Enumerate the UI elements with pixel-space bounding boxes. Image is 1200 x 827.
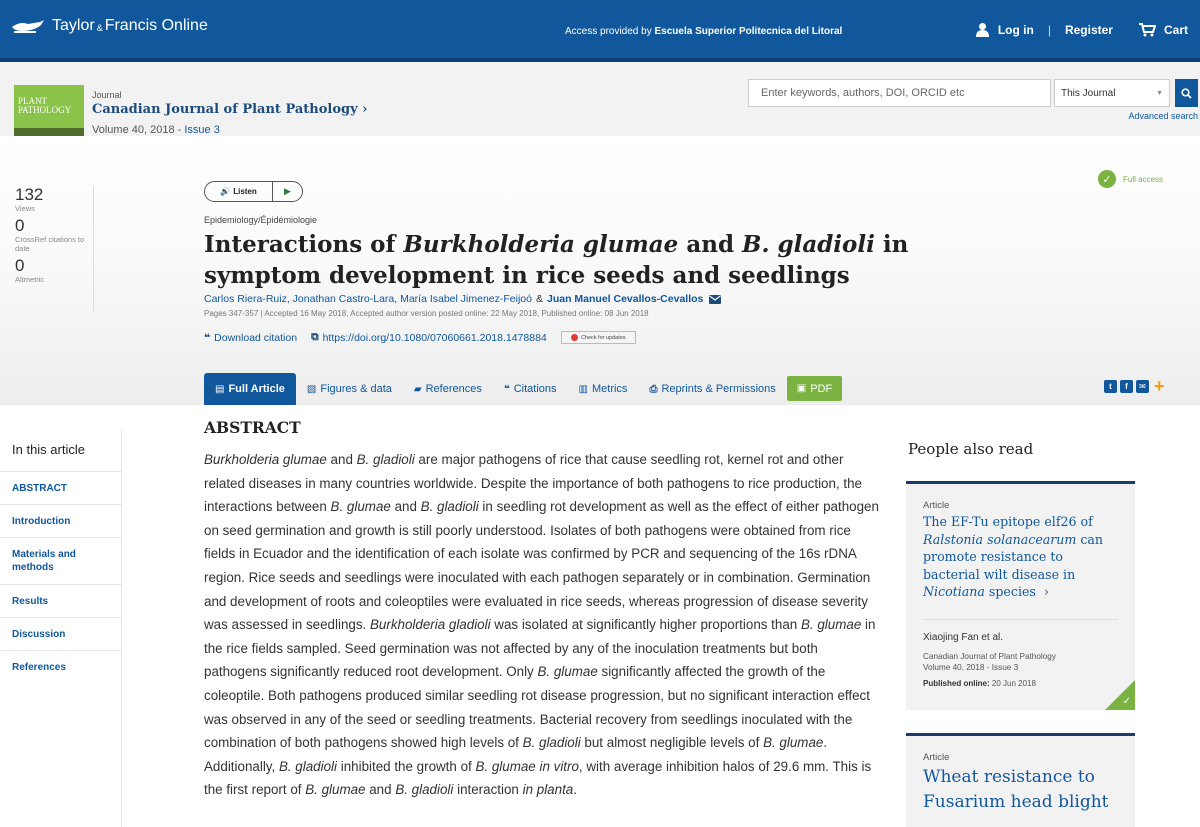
logo-ampersand: & (96, 23, 103, 33)
card-published (923, 679, 1118, 688)
article-metrics (15, 186, 93, 288)
issue-link[interactable]: Issue 3 (184, 124, 220, 136)
tab-metrics-label: Metrics (591, 383, 628, 395)
tab-metrics[interactable] (568, 373, 639, 405)
tab-reprints-label: Reprints & Permissions (661, 383, 776, 395)
listen-label: Listen (233, 187, 257, 196)
search-input[interactable]: Enter keywords, authors, DOI, ORCID etc (748, 79, 1051, 107)
journal-cover[interactable] (14, 85, 84, 136)
logo-text: Taylor (52, 17, 95, 34)
author-ampersand: & (535, 293, 543, 305)
cart-label: Cart (1163, 22, 1188, 37)
check-updates-label: Check for updates (580, 334, 626, 341)
people-also-read-heading: People also read (908, 440, 1034, 458)
views-count: 132 (15, 185, 44, 204)
pdf-label: PDF (810, 382, 833, 395)
published-label: Published online: (923, 678, 990, 688)
cart-link[interactable] (1139, 23, 1188, 37)
article-category: Epidemiology/Épidémiologie (204, 215, 318, 225)
search-icon (1181, 88, 1192, 99)
pdf-button[interactable] (787, 376, 842, 401)
altmetric-count: 0 (15, 256, 25, 275)
card-type: Article (923, 752, 950, 763)
lamp-icon (10, 18, 46, 34)
toc-item-abstract[interactable]: ABSTRACT (0, 471, 121, 504)
login-label: Log in (997, 22, 1034, 37)
top-bar (0, 0, 1200, 62)
full-access-label: Full access (1123, 174, 1164, 184)
facebook-icon[interactable]: f (1120, 380, 1133, 393)
crossref-count: 0 (15, 216, 25, 235)
doc-icon: ▤ (215, 383, 225, 395)
corresponding-author-link[interactable]: Juan Manuel Cevallos-Cevallos (546, 293, 704, 305)
toc-heading: In this article (12, 442, 85, 457)
full-access-badge (1098, 170, 1163, 188)
plus-icon[interactable]: + (1154, 376, 1165, 396)
related-article-card-2[interactable] (906, 733, 1135, 827)
cover-title: PLANT PATHOLOGY (18, 96, 72, 115)
nav-separator: | (1047, 22, 1051, 37)
top-nav (975, 22, 1188, 37)
doi-label: https://doi.org/10.1080/07060661.2018.1478884 (322, 331, 547, 344)
quote-icon: ❝ (204, 331, 211, 344)
tab-reprints-permissions[interactable] (638, 373, 786, 405)
article-links (204, 331, 636, 344)
card-title-text: The EF-Tu epitope elf26 of Ralstonia solanacearum can promote resistance to bacterial wilt disease in Nicotiana species (923, 514, 1104, 600)
chevron-right-icon: › (362, 102, 368, 117)
tab-citations[interactable] (493, 373, 568, 405)
access-notice (565, 26, 842, 37)
doi-link[interactable] (311, 331, 547, 344)
register-link[interactable]: Register (1064, 22, 1113, 37)
card-journal: Canadian Journal of Plant Pathology (923, 651, 1056, 661)
logo-text-2: Francis Online (104, 17, 208, 34)
cart-icon (1139, 23, 1156, 37)
card-volume: Volume 40, 2018 - Issue 3 (923, 662, 1019, 672)
image-icon: ▧ (306, 383, 317, 395)
tab-full-article-label: Full Article (228, 383, 285, 395)
abstract-heading: ABSTRACT (204, 418, 301, 437)
dropdown-arrow-icon: ▼ (1156, 90, 1163, 97)
author-links[interactable]: Carlos Riera-Ruiz, Jonathan Castro-Lara, María Isabel Jimenez-Feijoó (204, 293, 532, 305)
in-this-article-nav (0, 430, 122, 827)
speaker-icon: 🔊 (220, 187, 231, 196)
crossmark-icon (571, 334, 578, 341)
toc-item-introduction[interactable]: Introduction (0, 504, 121, 537)
article-tabs (204, 373, 842, 405)
toc-item-materials-methods[interactable]: Materials and methods (0, 537, 121, 584)
toc-item-discussion[interactable]: Discussion (0, 617, 121, 650)
toc-item-results[interactable]: Results (0, 584, 121, 617)
pdf-icon: ▣ (796, 383, 807, 394)
article-title: Interactions of Burkholderia glumae and B. gladioli in symptom development in rice seeds and seedlings (204, 231, 909, 289)
tab-citations-label: Citations (513, 383, 557, 395)
journal-name: Canadian Journal of Plant Pathology (92, 102, 358, 117)
tab-references[interactable] (403, 373, 493, 405)
metrics-divider (93, 186, 94, 311)
share-bar (1104, 376, 1165, 396)
taylor-francis-logo[interactable] (10, 17, 208, 35)
bar-chart-icon: ▥ (578, 383, 588, 395)
listen-button[interactable] (205, 182, 273, 201)
check-icon: ✓ (1098, 170, 1116, 188)
external-link-icon: ⧉ (311, 331, 319, 343)
download-citation-link[interactable] (204, 332, 297, 344)
book-icon: ▰ (413, 383, 422, 395)
views-label: Views (15, 204, 35, 213)
play-button[interactable] (273, 182, 302, 201)
check-icon: ✓ (1122, 696, 1131, 707)
cover-band (14, 128, 84, 136)
quote-icon: ❝ (503, 383, 510, 395)
tab-figures-data-label: Figures & data (320, 383, 392, 395)
journal-label: Journal (92, 90, 122, 100)
tab-full-article[interactable] (204, 373, 296, 405)
login-link[interactable] (975, 22, 1034, 37)
abstract-text: Burkholderia glumae and B. gladioli are major pathogens of rice that cause seedling rot, kernel rot and other related diseases in many countries worldwide. Despite the importance of both pathogens to rice production, the interactions between B. glumae and B. gladioli in seedling rot development as well as the effect of either pathogen on seed germination and growth is still poorly understood. Isolates of both pathogens were obtained from rice fields in Ecuador and the identification of each isolate was confirmed by PCR and sequencing of the 16s rDNA region. Rice seeds and seedlings were inoculated with each pathogen separately or in combination. Germination and development of roots and coleoptiles were evaluated in rice seeds, whereas progression of disease severity was assessed in seedlings. Burkholderia gladioli was isolated at significantly higher proportions than B. glumae in the rice fields sampled. Seed germination was not affected by any of the inoculation treatments but both pathogens significantly reduced root development. Only B. glumae significantly affected the growth of the coleoptile. Both pathogens produced similar seedling rot disease progression, but no significant interaction effect was observed in any of the seed or seedling treatments. Bacterial recovery from seedlings inoculated with the combination of both pathogens showed high levels of B. gladioli but almost negligible levels of B. glumae. Additionally, B. gladioli inhibited the growth of B. glumae in vitro, with average inhibition halos of 29.6 mm. This is the first report of B. glumae and B. gladioli interaction in planta. (204, 452, 879, 798)
volume-text: Volume 40, 2018 - (92, 124, 185, 136)
twitter-icon[interactable]: t (1104, 380, 1117, 393)
journal-name-link[interactable] (92, 102, 367, 117)
altmetric-label: Altmetric (15, 275, 45, 284)
tab-figures-data[interactable] (296, 373, 403, 405)
access-institution: Escuela Superior Politecnica del Litoral (654, 26, 843, 37)
scope-value: This Journal (1061, 88, 1116, 99)
check-for-updates-button[interactable] (561, 331, 636, 344)
related-article-title[interactable] (923, 513, 1118, 601)
envelope-icon[interactable] (709, 295, 721, 304)
advanced-search-link[interactable]: Advanced search (1128, 111, 1198, 121)
search-button[interactable] (1175, 79, 1198, 107)
play-icon: ▶ (284, 186, 291, 196)
author-list (204, 293, 721, 305)
publication-history: Pages 347-357 | Accepted 16 May 2018, Accepted author version posted online: 22 May 2018, Published online: 08 Jun 2018 (204, 309, 649, 318)
card-divider (923, 619, 1118, 620)
card-type: Article (923, 500, 950, 511)
print-icon: ⎙ (649, 383, 658, 395)
search-scope-select[interactable] (1054, 79, 1170, 107)
user-icon (975, 22, 990, 37)
crossref-label: CrossRef citations to date (15, 235, 85, 253)
listen-player (204, 181, 303, 202)
access-prefix: Access provided by (565, 26, 655, 37)
download-citation-label: Download citation (214, 331, 298, 344)
journal-volume (92, 124, 220, 136)
related-article-title-2[interactable]: Wheat resistance to Fusarium head blight (923, 767, 1109, 812)
published-date: 20 Jun 2018 (989, 678, 1036, 688)
email-icon[interactable]: ✉ (1136, 380, 1149, 393)
related-article-card[interactable] (906, 481, 1135, 710)
abstract-section (204, 418, 884, 802)
tab-references-label: References (425, 383, 482, 395)
toc-item-references[interactable]: References (0, 650, 121, 683)
card-authors: Xiaojing Fan et al. (923, 631, 1004, 643)
chevron-right-icon: › (1043, 584, 1049, 600)
